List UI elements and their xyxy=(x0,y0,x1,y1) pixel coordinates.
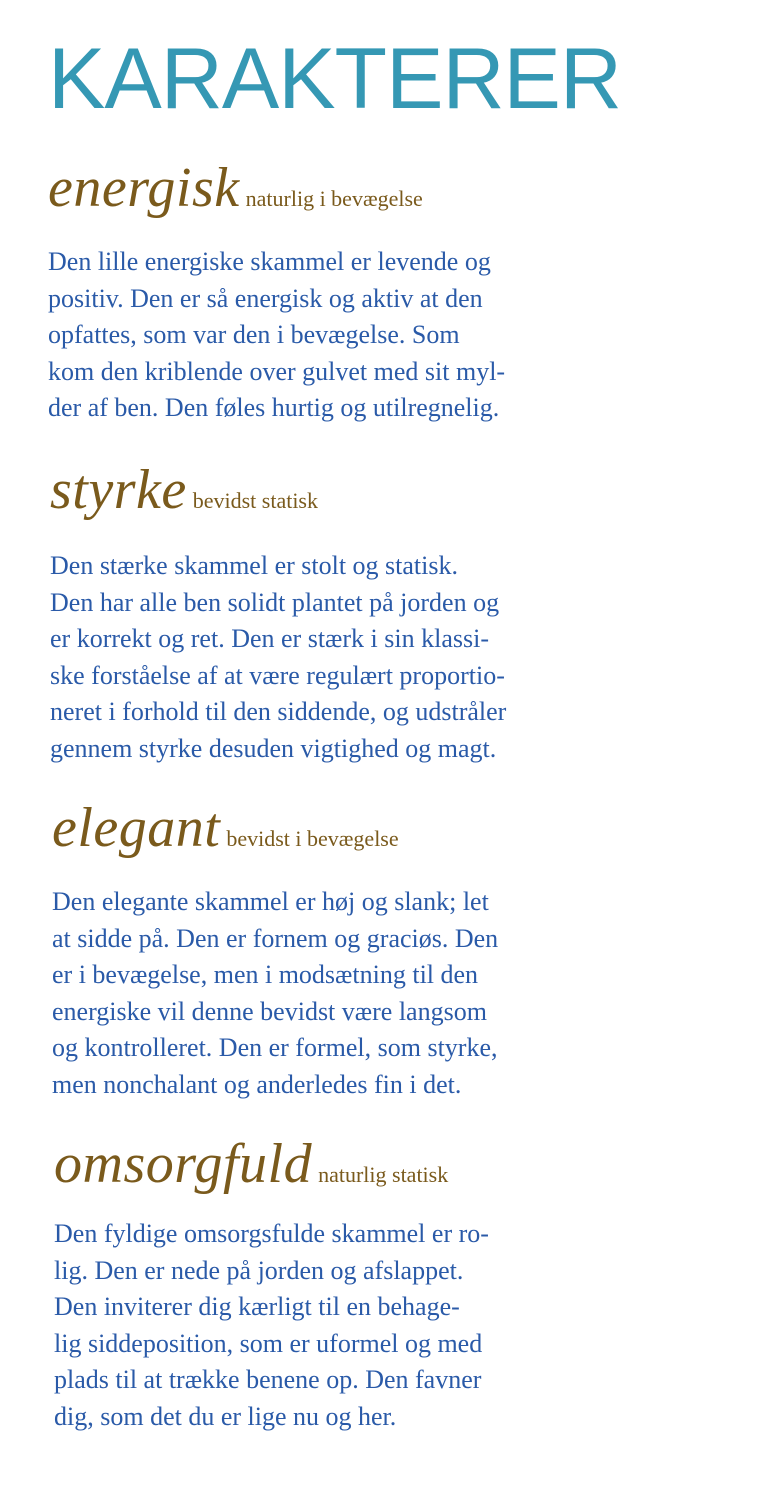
paragraph-line: men nonchalant og anderledes fin i det. xyxy=(52,1069,462,1099)
paragraph-line: Den lille energiske skammel er levende og xyxy=(48,247,491,276)
section-title: energisk xyxy=(48,157,240,219)
paragraph-line: lig siddeposition, som er uformel og med xyxy=(54,1328,483,1358)
section-heading xyxy=(50,459,506,521)
paragraph-line: neret i forhold til den siddende, og udstråler xyxy=(50,697,507,726)
section-elegant xyxy=(52,797,499,1103)
paragraph-line: lig. Den er nede på jorden og afslappet. xyxy=(54,1255,464,1285)
section-omsorgfuld xyxy=(54,1133,489,1435)
section-paragraph xyxy=(54,1216,489,1435)
paragraph-line: Den fyldige omsorgsfulde skammel er ro- xyxy=(54,1219,489,1248)
section-styrke xyxy=(50,459,507,767)
paragraph-line: Den har alle ben solidt plantet på jorden og xyxy=(50,587,500,617)
section-subtitle: bevidst i bevægelse xyxy=(226,826,399,851)
paragraph-line: Den elegante skammel er høj og slank; let xyxy=(52,887,489,916)
section-heading xyxy=(52,797,498,859)
paragraph-line: og kontrolleret. Den er formel, som styrke, xyxy=(52,1033,498,1062)
section-title: elegant xyxy=(52,797,221,859)
paragraph-line: kom den kriblende over gulvet med sit myl- xyxy=(48,356,506,386)
section-heading xyxy=(54,1133,489,1195)
paragraph-line: gennem styrke desuden vigtighed og magt. xyxy=(50,733,497,763)
section-paragraph xyxy=(52,884,498,1103)
section-paragraph xyxy=(48,244,505,427)
paragraph-line: energiske vil denne bevidst være langsom xyxy=(52,996,487,1026)
page-title: KARAKTERER xyxy=(48,31,622,127)
paragraph-line: opfattes, som var den i bevægelse. Som xyxy=(48,320,460,349)
section-energisk xyxy=(48,157,506,427)
paragraph-line: plads til at trække benene op. Den favner xyxy=(54,1365,482,1394)
paragraph-line: positiv. Den er så energisk og aktiv at den xyxy=(48,283,483,313)
section-title: omsorgfuld xyxy=(54,1133,313,1195)
paragraph-line: er i bevægelse, men i modsætning til den xyxy=(52,960,479,989)
section-heading xyxy=(48,157,505,219)
paragraph-line: der af ben. Den føles hurtig og utilregnelig. xyxy=(48,393,500,422)
paragraph-line: ske forståelse af at være regulært proportio- xyxy=(50,660,505,690)
section-subtitle: bevidst statisk xyxy=(192,488,318,513)
section-subtitle: naturlig statisk xyxy=(318,1162,449,1187)
paragraph-line: dig, som det du er lige nu og her. xyxy=(54,1401,397,1431)
section-subtitle: naturlig i bevægelse xyxy=(245,186,423,211)
paragraph-line: Den stærke skammel er stolt og statisk. xyxy=(50,551,459,580)
section-paragraph xyxy=(50,548,506,767)
section-title: styrke xyxy=(50,459,187,521)
paragraph-line: Den inviterer dig kærligt til en behage- xyxy=(54,1292,460,1321)
paragraph-line: at sidde på. Den er fornem og graciøs. Den xyxy=(52,923,499,953)
paragraph-line: er korrekt og ret. Den er stærk i sin klassi- xyxy=(50,624,490,653)
